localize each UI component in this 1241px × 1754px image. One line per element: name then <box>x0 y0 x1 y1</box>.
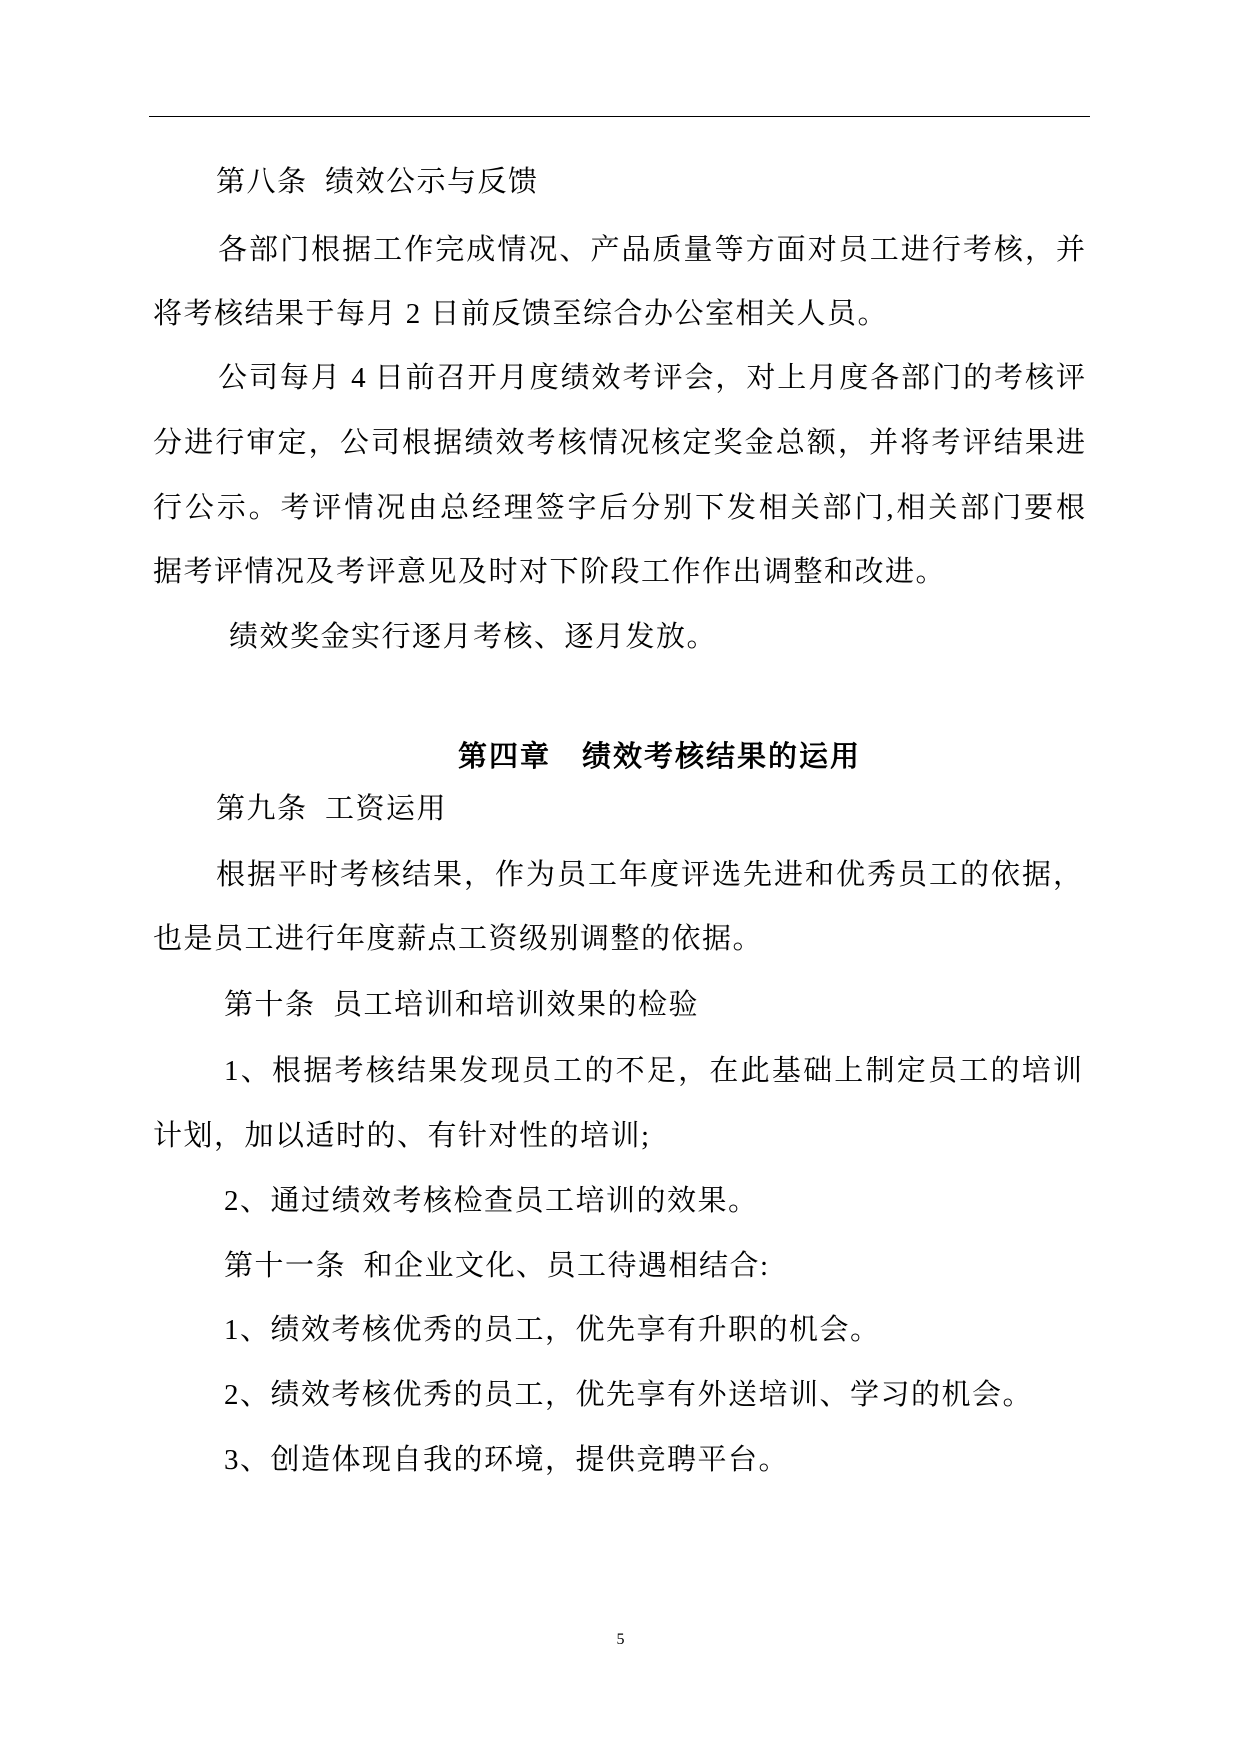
paragraph-line: 绩效奖金实行逐月考核、逐月发放。 <box>229 621 718 653</box>
chapter-title: 第四章 绩效考核结果的运用 <box>458 741 862 773</box>
list-item-line: 2、绩效考核优秀的员工，优先享有外送培训、学习的机会。 <box>224 1379 1034 1411</box>
paragraph-line: 据考评情况及考评意见及时对下阶段工作作出调整和改进。 <box>153 556 947 588</box>
list-item-line: 3、创造体现自我的环境，提供竞聘平台。 <box>224 1444 790 1476</box>
article-heading: 第九条 工资运用 <box>216 793 448 825</box>
paragraph-line: 公司每月 4 日前召开月度绩效考评会，对上月度各部门的考核评 <box>218 362 1085 394</box>
paragraph-line: 行公示。考评情况由总经理签字后分别下发相关部门,相关部门要根 <box>153 492 1085 524</box>
list-item-line: 2、通过绩效考核检查员工培训的效果。 <box>224 1185 759 1217</box>
paragraph-line: 根据平时考核结果，作为员工年度评选先进和优秀员工的依据， <box>216 859 1082 891</box>
paragraph-line: 各部门根据工作完成情况、产品质量等方面对员工进行考核，并 <box>218 234 1085 266</box>
paragraph-line: 分进行审定，公司根据绩效考核情况核定奖金总额，并将考评结果进 <box>153 427 1085 459</box>
list-item-line: 1、根据考核结果发现员工的不足，在此基础上制定员工的培训 <box>224 1055 1082 1087</box>
list-item-line: 1、绩效考核优秀的员工，优先享有升职的机会。 <box>224 1314 881 1346</box>
list-item-line: 计划，加以适时的、有针对性的培训; <box>153 1120 651 1152</box>
article-heading: 第十条 员工培训和培训效果的检验 <box>224 989 700 1021</box>
header-rule <box>149 116 1090 117</box>
article-heading: 第八条 绩效公示与反馈 <box>216 166 539 198</box>
paragraph-line: 也是员工进行年度薪点工资级别调整的依据。 <box>153 923 764 955</box>
article-heading: 第十一条 和企业文化、员工待遇相结合: <box>224 1250 770 1282</box>
paragraph-line: 将考核结果于每月 2 日前反馈至综合办公室相关人员。 <box>153 298 889 330</box>
page-number: 5 <box>616 1631 625 1648</box>
